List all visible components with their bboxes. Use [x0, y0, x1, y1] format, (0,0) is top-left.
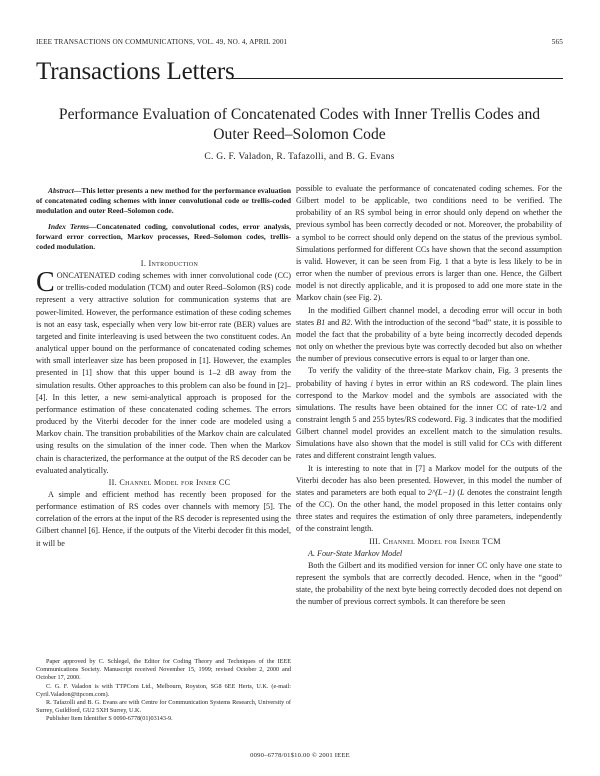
section-2-paragraph-1-continued: possible to evaluate the performance of concatenated coding schemes. For the Gilbert model to be applicable, two conditions need to be verified. The probability of an RS symbol being in error should only depend on whether the previous symbol has been correctly decoded or not. Moreover, the probability of a symbol to be correct should only depend on the status of the previous symbol. Simulations performed for different CCs have shown that the second assumption is valid. However, it can be seen from Fig. 1 that a byte is less likely to be in error when the number of previous errors is larger than one. Hence, the Gilbert model is not directly applicable, and it is proposed to add one more state in the Markov chain (see Fig. 2).	[296, 184, 562, 303]
state-b1-symbol: B1	[316, 317, 326, 327]
footnote-publisher-id: Publisher Item Identifier S 0090-6778(01)03143-9.	[46, 715, 173, 723]
footnote-author-1: C. G. F. Valadon is with TTPCom Ltd., Melbourn, Royston, SG8 6EE Herts, U.K. (e-mail: Cyril.Valadon@ttpcom.com).	[36, 682, 291, 698]
section-2-paragraph-1: A simple and efficient method has recently been proposed for the performance estimation of RS codes over channels with memory [5]. The correlation of the errors at the input of the RS decoder is represented using the Gilbert channel [6]. Hence, if the outputs of the Viterbi decoder fit this model, it will be	[36, 489, 291, 548]
footnote-editor: Paper approved by C. Schlegel, the Editor for Coding Theory and Techniques of the IEEE Communications Society. Manuscript received November 15, 1999; revised October 2, 2000 and October 17, 2000.	[36, 658, 291, 682]
abstract-text: This letter presents a new method for the performance evaluation of concatenated coding schemes with inner convolutional code or trellis-coded modulation and outer Reed–Solomon code.	[36, 186, 291, 215]
index-terms-text: Concatenated coding, convolutional codes, error analysis, forward error correction, Markov processes, Reed–Solomon codes, trellis-coded modulation.	[36, 222, 292, 251]
paper-title	[36, 105, 563, 144]
running-header-page-number: 565	[551, 38, 563, 46]
variable-i: i	[370, 378, 373, 388]
abstract	[36, 186, 291, 216]
title-line-1: Performance Evaluation of Concatenated Codes with Inner Trellis Codes and	[58, 106, 541, 123]
index-terms	[36, 222, 291, 252]
section-1-heading: I. Introduction	[140, 259, 199, 268]
section-1-text: ONCATENATED coding schemes with inner convolutional code (CC) or trellis-coded modulation (TCM) and outer Reed–Solomon (RS) code represent a very attractive solution for communication systems that are power-limited. However, the performance estimation of these coding schemes is not an easy task, especially when very low bit-error rate (BER) values are targeted and finite interleaving is used between the two constituent codes. An analytical upper bound on the performance of concatenated coding schemes with small interleaver size has been proposed in [1]. However, the examples presented in [1] show that this upper bound is 1–2 dB away from the simulation results. Other approaches to this problem can also be found in [2]–[4]. In this letter, a new semi-analytical approach is proposed for the performance estimation of these concatenated coding schemes. The errors produced by the Viterbi decoder for the inner code are modeled using a Markov chain. The transition probabilities of the Markov chain are calculated using results on the simulation of the inner code. Then when the Markov chain is characterized, the performance at the output of the RS decoder can be evaluated analytically.	[36, 271, 291, 475]
drop-cap: C	[36, 267, 55, 299]
copyright-line: 0090–6778/01$10.00 © 2001 IEEE	[250, 752, 350, 759]
section-2-paragraph-3: To verify the validity of the three-state Markov chain, Fig. 3 presents the probability of having i bytes in error within an RS codeword. The plain lines correspond to the Markov model and the symbols are associated with the simulations. The results have been obtained for the inner CC of rate-1/2 and constraint length 5 and 255 bytes/RS codeword. Fig. 3 indicates that the modified Gilbert channel model provides an excellent match to the simulation results. Simulations have also shown that the model is still valid for CCs with different rates and different constraint length values.	[296, 366, 562, 461]
title-line-2: Outer Reed–Solomon Code	[213, 125, 386, 143]
section-name: Transactions Letters	[36, 58, 235, 85]
section-1-paragraph	[36, 267, 291, 477]
abstract-label: Abstract—	[48, 186, 82, 195]
section-3-heading: III. Channel Model for Inner TCM	[369, 536, 501, 546]
right-column	[296, 183, 562, 608]
section-3-paragraph-1: Both the Gilbert and its modified version for inner CC only have one state to represent the symbols that are correctly decoded. Hence, when in the “good” state, the probability of the next byte being correctly decoded does not depend on the number of previous correct symbols. It can therefore be seen	[296, 560, 562, 607]
state-b2-symbol: B2	[341, 317, 351, 327]
left-column	[36, 186, 291, 550]
section-3-subheading: A. Four-State Markov Model	[308, 548, 403, 558]
section-rule	[230, 78, 563, 79]
expression-states: 2^(L−1)	[427, 487, 455, 497]
section-2-paragraph-2: In the modified Gilbert channel model, a decoding error will occur in both states B1 and B2. With the introduction of the second “bad” state, it is possible to model the fact that the probability of a byte being incorrectly decoded depends not only on whether the previous byte was correctly decoded but also on whether the number of previous consecutive errors is equal to or larger than one.	[296, 305, 562, 364]
running-header-journal: IEEE TRANSACTIONS ON COMMUNICATIONS, VOL. 49, NO. 4, APRIL 2001	[36, 38, 288, 46]
paper-authors: C. G. F. Valadon, R. Tafazolli, and B. G. Evans	[204, 151, 395, 162]
footnote-authors-2-3: R. Tafazolli and B. G. Evans are with Centre for Communication Systems Research, University of Surrey, Guildford, GU2 5XH Surrey, U.K.	[36, 699, 291, 715]
variable-l: L	[460, 487, 465, 497]
section-2-paragraph-4: It is interesting to note that in [7] a Markov model for the outputs of the Viterbi decoder has also been presented. However, in this model the number of states and parameters are both equal to 2^(L−1) (L denotes the constraint length of the CC). On the other hand, the model proposed in this letter contains only three states and requires the estimation of only three parameters, independently of the constraint length.	[296, 463, 562, 534]
index-terms-label: Index Terms—	[48, 222, 97, 231]
section-2-heading: II. Channel Model for Inner CC	[108, 477, 231, 487]
footnotes	[36, 658, 291, 724]
